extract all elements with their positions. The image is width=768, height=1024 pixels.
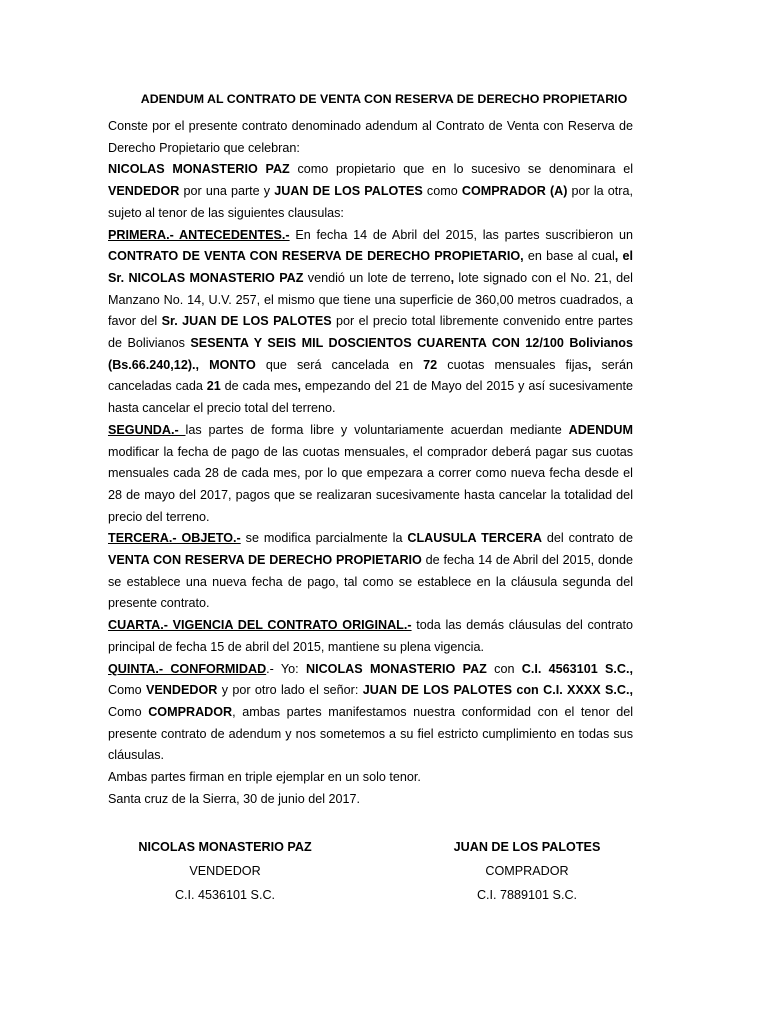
clause-text: que será cancelada en	[255, 357, 424, 372]
clause-text: vendió un lote de terreno	[303, 270, 451, 285]
clause-tercera	[108, 528, 633, 615]
clause-text: modificar la fecha de pago de las cuotas mensuales, el comprador deberá pagar sus cuotas mensuales cada 28 de cada mes, por lo que empezara a correr como nueva fecha desde el 28 de mayo del 2017, pagos que se realizaran sucesivamente hasta cancelar la totalidad del precio del terreno.	[108, 444, 633, 524]
clause-text: En fecha 14 de Abril del 2015, las partes suscribieron un	[289, 227, 633, 242]
intro-paragraph: Conste por el presente contrato denominado adendum al Contrato de Venta con Reserva de Derecho Propietario que celebran:	[108, 119, 633, 155]
parties-text: como	[422, 184, 462, 199]
clause-bold-text: ,	[587, 357, 592, 372]
clause-text: con	[486, 661, 522, 676]
clause-heading: QUINTA.- CONFORMIDAD	[108, 661, 267, 676]
parties-text: como propietario que en lo sucesivo se denominara el	[289, 162, 633, 177]
clause-text: del contrato de	[541, 531, 633, 546]
clause-segunda	[108, 420, 633, 529]
clause-text: de cada mes	[220, 379, 298, 394]
seller-role: VENDEDOR	[108, 184, 180, 199]
document-title: ADENDUM AL CONTRATO DE VENTA CON RESERVA DE DERECHO PROPIETARIO	[140, 92, 628, 106]
clause-text: y por otro lado el señor:	[217, 683, 363, 698]
signature-ci: C.I. 7889101 S.C.	[476, 888, 578, 902]
clause-text: empezando del 21 de Mayo del 2015 y así sucesivamente hasta cancelar el precio total del terreno.	[108, 379, 634, 416]
clause-heading: TERCERA.- OBJETO.-	[108, 531, 241, 546]
clause-text: cuotas mensuales fijas	[437, 357, 588, 372]
clause-heading: PRIMERA.- ANTECEDENTES.-	[108, 227, 290, 242]
closing-statement: Ambas partes firman en triple ejemplar en un solo tenor.	[108, 770, 421, 785]
clause-bold-text: VENTA CON RESERVA DE DERECHO PROPIETARIO	[108, 553, 422, 568]
clause-bold-text: 72	[423, 357, 438, 372]
place-date: Santa cruz de la Sierra, 30 de junio del 2017.	[108, 791, 361, 806]
clause-primera	[108, 225, 633, 420]
clause-text: .- Yo:	[266, 661, 306, 676]
signature-name: NICOLAS MONASTERIO PAZ	[138, 840, 312, 854]
document-body	[108, 116, 633, 811]
clause-bold-text: Sr. JUAN DE LOS PALOTES	[161, 314, 332, 329]
clause-bold-text: JUAN DE LOS PALOTES con C.I. XXXX S.C.,	[362, 683, 634, 698]
clause-bold-text: C.I. 4563101 S.C.,	[521, 661, 633, 676]
clause-bold-text: SESENTA Y SEIS MIL DOSCIENTOS CUARENTA CON 12/100 Bolivianos (Bs.66.240,12)., MONTO	[108, 336, 633, 372]
clause-quinta	[108, 659, 633, 768]
signature-name: JUAN DE LOS PALOTES	[453, 840, 601, 854]
clause-bold-text: VENDEDOR	[145, 683, 218, 698]
signature-role: VENDEDOR	[189, 864, 261, 878]
buyer-role: COMPRADOR (A)	[461, 184, 568, 199]
clause-bold-text: , el Sr. NICOLAS MONASTERIO PAZ	[108, 249, 633, 285]
clause-bold-text: NICOLAS MONASTERIO PAZ	[305, 661, 487, 676]
clause-text: en base al cual	[523, 249, 615, 264]
signature-role: COMPRADOR	[485, 864, 569, 878]
clause-text: lote signado con el No. 21, del Manzano No. 14, U.V. 257, el mismo que tiene una superficie de 360,00 metros cuadrados, a favor del	[108, 270, 633, 329]
clause-heading: CUARTA.- VIGENCIA DEL CONTRATO ORIGINAL.-	[108, 618, 412, 633]
clause-text: toda las demás cláusulas del contrato principal de fecha 15 de abril del 2015, mantiene su plena vigencia.	[108, 618, 633, 654]
clause-bold-text: ,	[297, 379, 301, 394]
clause-text: serán canceladas cada	[108, 357, 633, 394]
clause-bold-text: ADENDUM	[568, 422, 633, 437]
signature-ci: C.I. 4536101 S.C.	[174, 888, 276, 902]
clause-bold-text: COMPRADOR	[148, 704, 233, 719]
parties-paragraph	[108, 159, 633, 224]
buyer-name: JUAN DE LOS PALOTES	[274, 184, 423, 199]
seller-name: NICOLAS MONASTERIO PAZ	[108, 162, 290, 177]
clause-heading: SEGUNDA.-	[108, 422, 186, 437]
clause-bold-text: ,	[450, 270, 455, 285]
clause-text: , ambas partes manifestamos nuestra conformidad con el tenor del presente contrato de adendum y nos sometemos a su fiel estricto cumplimiento en todas sus cláusulas.	[108, 704, 634, 763]
clause-text: se modifica parcialmente la	[240, 531, 408, 546]
clause-text: las partes de forma libre y voluntariamente acuerdan mediante	[185, 422, 569, 437]
clause-text: Como	[108, 704, 149, 719]
parties-text: por una parte y	[179, 184, 275, 199]
clause-text: Como	[108, 683, 146, 698]
clause-bold-text: CLAUSULA TERCERA	[407, 531, 542, 546]
clause-bold-text: 21	[206, 379, 221, 394]
signature-block-buyer	[407, 835, 647, 907]
clause-text: de fecha 14 de Abril del 2015, donde se establece una nueva fecha de pago, tal como se establece en la cláusula segunda del presente contrato.	[108, 553, 633, 611]
clause-text: por el precio total libremente convenido entre partes de Bolivianos	[108, 314, 633, 351]
clause-bold-text: CONTRATO DE VENTA CON RESERVA DE DERECHO PROPIETARIO,	[108, 249, 524, 264]
parties-text: por la otra, sujeto al tenor de las siguientes clausulas:	[108, 184, 633, 220]
signature-block-seller	[105, 835, 345, 907]
clause-cuarta	[108, 615, 633, 658]
